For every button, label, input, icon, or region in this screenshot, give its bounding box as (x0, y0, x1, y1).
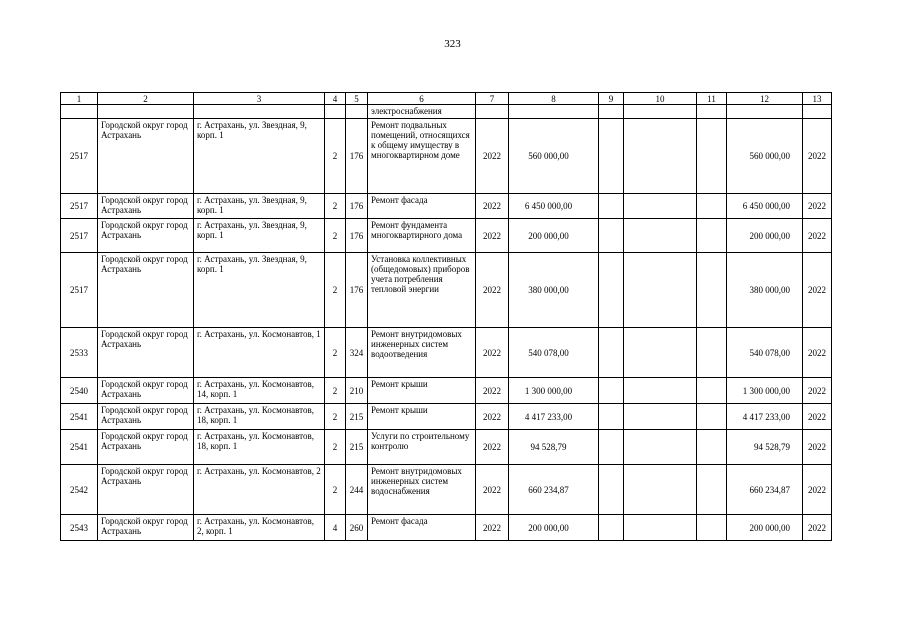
row-number-cell: 2517 (61, 253, 98, 328)
year-cell: 2022 (803, 404, 832, 430)
row-number-cell: 2517 (61, 194, 98, 219)
table-cell (697, 430, 727, 465)
amount-cell: 1 300 000,00 (727, 378, 803, 404)
municipality-cell: Городской округ город Астрахань (98, 404, 194, 430)
table-cell (697, 119, 727, 194)
amount-cell: 6 450 000,00 (727, 194, 803, 219)
row-number-cell: 2542 (61, 465, 98, 515)
table-cell (624, 430, 697, 465)
work-type-cell: электроснабжения (368, 105, 476, 119)
address-cell: г. Астрахань, ул. Звездная, 9, корп. 1 (194, 119, 325, 194)
table-row (61, 219, 832, 253)
work-type-cell: Ремонт фасада (368, 515, 476, 541)
amount-cell: 660 234,87 (727, 465, 803, 515)
table-row (61, 119, 832, 194)
year-cell: 2022 (803, 515, 832, 541)
table-cell: 2 (325, 430, 346, 465)
work-type-cell: Ремонт фасада (368, 194, 476, 219)
address-cell: г. Астрахань, ул. Космонавтов, 14, корп. 1 (194, 378, 325, 404)
table-cell (624, 194, 697, 219)
year-cell: 2022 (476, 194, 509, 219)
column-header: 10 (624, 93, 697, 105)
row-number-cell: 2517 (61, 219, 98, 253)
work-type-cell: Ремонт внутридомовых инженерных систем водоснабжения (368, 465, 476, 515)
municipality-cell: Городской округ город Астрахань (98, 430, 194, 465)
table-cell: 2 (325, 378, 346, 404)
cost-cell: 94 528,79 (509, 430, 599, 465)
table-cell (624, 328, 697, 378)
year-cell: 2022 (803, 219, 832, 253)
work-type-cell: Услуги по строительному контролю (368, 430, 476, 465)
year-cell: 2022 (476, 328, 509, 378)
table-cell (803, 105, 832, 119)
table-cell: 2 (325, 253, 346, 328)
year-cell: 2022 (803, 465, 832, 515)
table-cell (599, 404, 624, 430)
table-cell: 176 (346, 219, 368, 253)
year-cell: 2022 (803, 119, 832, 194)
work-type-cell: Ремонт внутридомовых инженерных систем водоотведения (368, 328, 476, 378)
municipality-cell: Городской округ город Астрахань (98, 465, 194, 515)
row-number-cell: 2540 (61, 378, 98, 404)
column-header: 5 (346, 93, 368, 105)
year-cell: 2022 (803, 378, 832, 404)
table-cell (599, 465, 624, 515)
table-row (61, 253, 832, 328)
table-cell (599, 328, 624, 378)
year-cell: 2022 (476, 378, 509, 404)
year-cell: 2022 (476, 253, 509, 328)
cost-cell: 200 000,00 (509, 219, 599, 253)
column-header: 2 (98, 93, 194, 105)
work-type-cell: Ремонт фундамента многоквартирного дома (368, 219, 476, 253)
table-cell (624, 219, 697, 253)
amount-cell: 94 528,79 (727, 430, 803, 465)
table-cell (697, 404, 727, 430)
amount-cell: 540 078,00 (727, 328, 803, 378)
table-row (61, 465, 832, 515)
table-cell: 176 (346, 253, 368, 328)
table-cell (599, 194, 624, 219)
municipality-cell: Городской округ город Астрахань (98, 378, 194, 404)
table-cell: 176 (346, 194, 368, 219)
work-type-cell: Установка коллективных (общедомовых) приборов учета потребления тепловой энергии (368, 253, 476, 328)
row-number-cell: 2541 (61, 404, 98, 430)
table-cell (624, 404, 697, 430)
address-cell: г. Астрахань, ул. Звездная, 9, корп. 1 (194, 219, 325, 253)
table-cell (624, 465, 697, 515)
table-cell (599, 219, 624, 253)
municipality-cell: Городской округ город Астрахань (98, 253, 194, 328)
column-header: 1 (61, 93, 98, 105)
cost-cell: 380 000,00 (509, 253, 599, 328)
table-cell (624, 253, 697, 328)
table-cell (697, 105, 727, 119)
row-number-cell: 2517 (61, 119, 98, 194)
column-header: 6 (368, 93, 476, 105)
table-cell: 2 (325, 404, 346, 430)
cost-cell: 200 000,00 (509, 515, 599, 541)
address-cell: г. Астрахань, ул. Космонавтов, 18, корп. 1 (194, 404, 325, 430)
table-cell (697, 219, 727, 253)
table-cell (346, 105, 368, 119)
cost-cell: 540 078,00 (509, 328, 599, 378)
year-cell: 2022 (476, 219, 509, 253)
municipality-cell: Городской округ город Астрахань (98, 119, 194, 194)
table-cell (599, 515, 624, 541)
table-cell (697, 194, 727, 219)
table-cell (509, 105, 599, 119)
continuation-row (61, 105, 832, 119)
column-header: 4 (325, 93, 346, 105)
table-cell: 2 (325, 119, 346, 194)
municipality-cell: Городской округ город Астрахань (98, 194, 194, 219)
year-cell: 2022 (803, 194, 832, 219)
column-header: 3 (194, 93, 325, 105)
table-cell (61, 105, 98, 119)
amount-cell: 200 000,00 (727, 515, 803, 541)
table-row (61, 328, 832, 378)
table-row (61, 404, 832, 430)
table-cell (697, 515, 727, 541)
column-header: 11 (697, 93, 727, 105)
repair-program-table (60, 92, 832, 541)
year-cell: 2022 (476, 515, 509, 541)
table-cell (624, 515, 697, 541)
table-cell (325, 105, 346, 119)
table-cell: 324 (346, 328, 368, 378)
table-cell (624, 378, 697, 404)
table-cell (697, 253, 727, 328)
table-cell: 176 (346, 119, 368, 194)
column-header: 13 (803, 93, 832, 105)
table-cell (624, 105, 697, 119)
year-cell: 2022 (803, 328, 832, 378)
row-number-cell: 2543 (61, 515, 98, 541)
cost-cell: 4 417 233,00 (509, 404, 599, 430)
amount-cell: 560 000,00 (727, 119, 803, 194)
cost-cell: 6 450 000,00 (509, 194, 599, 219)
table-cell (599, 378, 624, 404)
table-cell: 2 (325, 328, 346, 378)
table-row (61, 515, 832, 541)
table-cell (727, 105, 803, 119)
table-cell (98, 105, 194, 119)
address-cell: г. Астрахань, ул. Звездная, 9, корп. 1 (194, 253, 325, 328)
table-cell: 2 (325, 219, 346, 253)
municipality-cell: Городской округ город Астрахань (98, 328, 194, 378)
year-cell: 2022 (476, 119, 509, 194)
table-cell: 215 (346, 404, 368, 430)
page-number: 323 (444, 38, 461, 50)
year-cell: 2022 (803, 430, 832, 465)
municipality-cell: Городской округ город Астрахань (98, 219, 194, 253)
column-number-header-row (61, 93, 832, 105)
table-cell (599, 105, 624, 119)
cost-cell: 560 000,00 (509, 119, 599, 194)
table-cell: 2 (325, 465, 346, 515)
table-cell (697, 465, 727, 515)
table-cell: 244 (346, 465, 368, 515)
address-cell: г. Астрахань, ул. Космонавтов, 2, корп. 1 (194, 515, 325, 541)
column-header: 12 (727, 93, 803, 105)
year-cell: 2022 (803, 253, 832, 328)
address-cell: г. Астрахань, ул. Звездная, 9, корп. 1 (194, 194, 325, 219)
table-cell: 260 (346, 515, 368, 541)
column-header: 9 (599, 93, 624, 105)
table-row (61, 430, 832, 465)
table-row (61, 378, 832, 404)
column-header: 7 (476, 93, 509, 105)
table-cell: 210 (346, 378, 368, 404)
table-cell (697, 328, 727, 378)
table-cell (194, 105, 325, 119)
amount-cell: 380 000,00 (727, 253, 803, 328)
table-cell: 4 (325, 515, 346, 541)
work-type-cell: Ремонт крыши (368, 378, 476, 404)
cost-cell: 1 300 000,00 (509, 378, 599, 404)
column-header: 8 (509, 93, 599, 105)
row-number-cell: 2533 (61, 328, 98, 378)
row-number-cell: 2541 (61, 430, 98, 465)
year-cell: 2022 (476, 404, 509, 430)
table-cell: 2 (325, 194, 346, 219)
table-cell: 215 (346, 430, 368, 465)
year-cell: 2022 (476, 430, 509, 465)
amount-cell: 200 000,00 (727, 219, 803, 253)
municipality-cell: Городской округ город Астрахань (98, 515, 194, 541)
table-cell (599, 119, 624, 194)
table-cell (476, 105, 509, 119)
work-type-cell: Ремонт крыши (368, 404, 476, 430)
cost-cell: 660 234,87 (509, 465, 599, 515)
address-cell: г. Астрахань, ул. Космонавтов, 2 (194, 465, 325, 515)
address-cell: г. Астрахань, ул. Космонавтов, 1 (194, 328, 325, 378)
work-type-cell: Ремонт подвальных помещений, относящихся к общему имуществу в многоквартирном доме (368, 119, 476, 194)
table-cell (697, 378, 727, 404)
address-cell: г. Астрахань, ул. Космонавтов, 18, корп. 1 (194, 430, 325, 465)
table-cell (624, 119, 697, 194)
table-cell (599, 253, 624, 328)
table-body (61, 93, 832, 541)
amount-cell: 4 417 233,00 (727, 404, 803, 430)
table-cell (599, 430, 624, 465)
table-row (61, 194, 832, 219)
year-cell: 2022 (476, 465, 509, 515)
